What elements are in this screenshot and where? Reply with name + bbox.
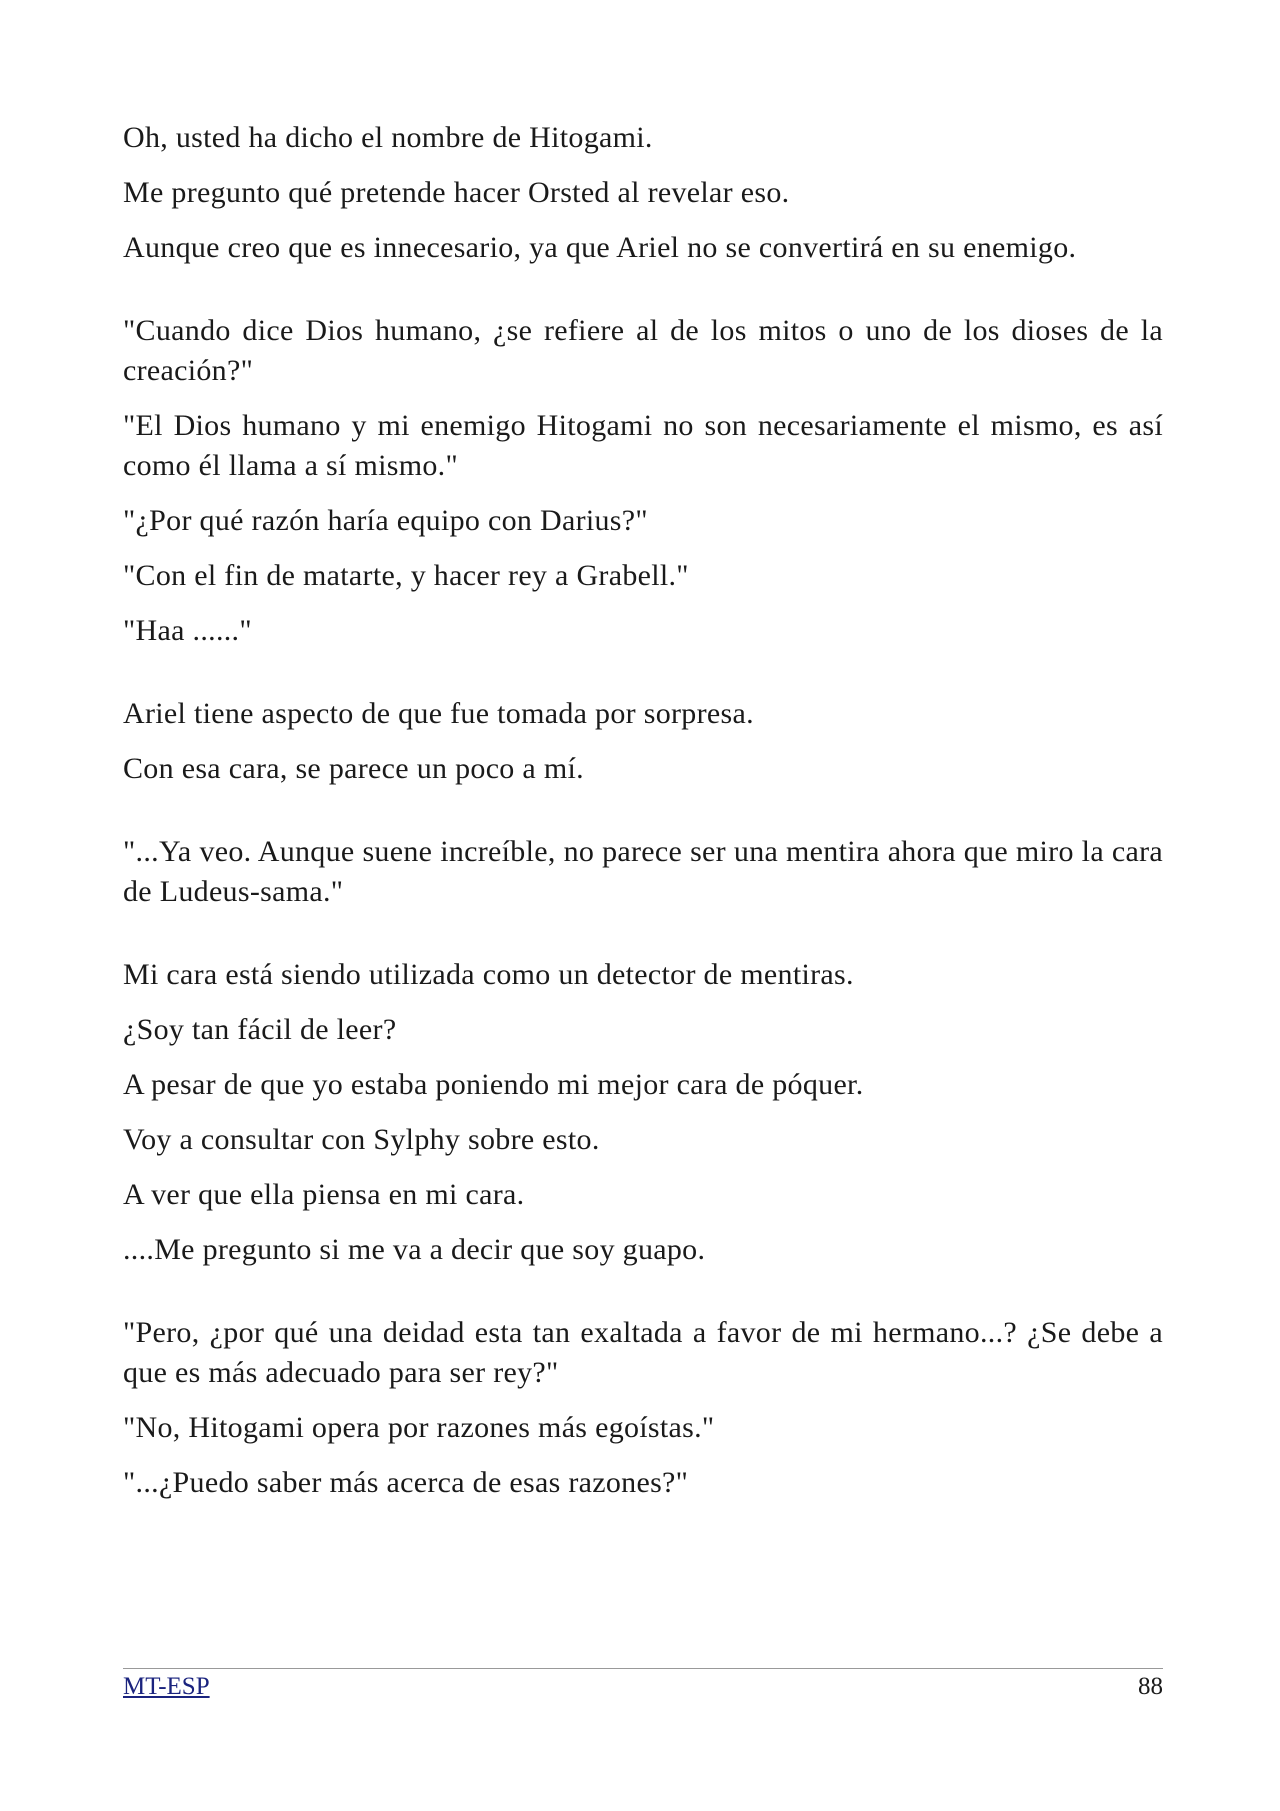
paragraph: "Cuando dice Dios humano, ¿se refiere al de los mitos o uno de los dioses de la creación?"	[123, 314, 1163, 387]
paragraph: "...¿Puedo saber más acerca de esas razones?"	[123, 1466, 689, 1499]
paragraph: A pesar de que yo estaba poniendo mi mejor cara de póquer.	[123, 1068, 864, 1101]
page-body	[123, 118, 1163, 1518]
paragraph: Oh, usted ha dicho el nombre de Hitogami.	[123, 121, 653, 154]
paragraph: Mi cara está siendo utilizada como un detector de mentiras.	[123, 958, 854, 991]
paragraph: "...Ya veo. Aunque suene increíble, no parece ser una mentira ahora que miro la cara de Ludeus-sama."	[123, 835, 1163, 908]
paragraph: Me pregunto qué pretende hacer Orsted al revelar eso.	[123, 176, 790, 209]
paragraph: "¿Por qué razón haría equipo con Darius?"	[123, 504, 648, 537]
page-number: 88	[1138, 1673, 1163, 1700]
paragraph: Voy a consultar con Sylphy sobre esto.	[123, 1123, 600, 1156]
paragraph: "Pero, ¿por qué una deidad esta tan exaltada a favor de mi hermano...? ¿Se debe a que es más adecuado para ser rey?"	[123, 1316, 1163, 1389]
paragraph: "Con el fin de matarte, y hacer rey a Grabell."	[123, 559, 689, 592]
paragraph: "No, Hitogami opera por razones más egoístas."	[123, 1411, 715, 1444]
paragraph: "El Dios humano y mi enemigo Hitogami no son necesariamente el mismo, es así como él llama a sí mismo."	[123, 409, 1163, 482]
paragraph: ¿Soy tan fácil de leer?	[123, 1013, 397, 1046]
footer-divider	[123, 1668, 1163, 1669]
paragraph: "Haa ......"	[123, 614, 252, 647]
paragraph: Ariel tiene aspecto de que fue tomada por sorpresa.	[123, 697, 754, 730]
paragraph: Aunque creo que es innecesario, ya que Ariel no se convertirá en su enemigo.	[123, 231, 1077, 264]
paragraph: Con esa cara, se parece un poco a mí.	[123, 752, 584, 785]
paragraph: A ver que ella piensa en mi cara.	[123, 1178, 525, 1211]
paragraph: ....Me pregunto si me va a decir que soy guapo.	[123, 1233, 706, 1266]
footer-link[interactable]: MT-ESP	[123, 1673, 210, 1700]
